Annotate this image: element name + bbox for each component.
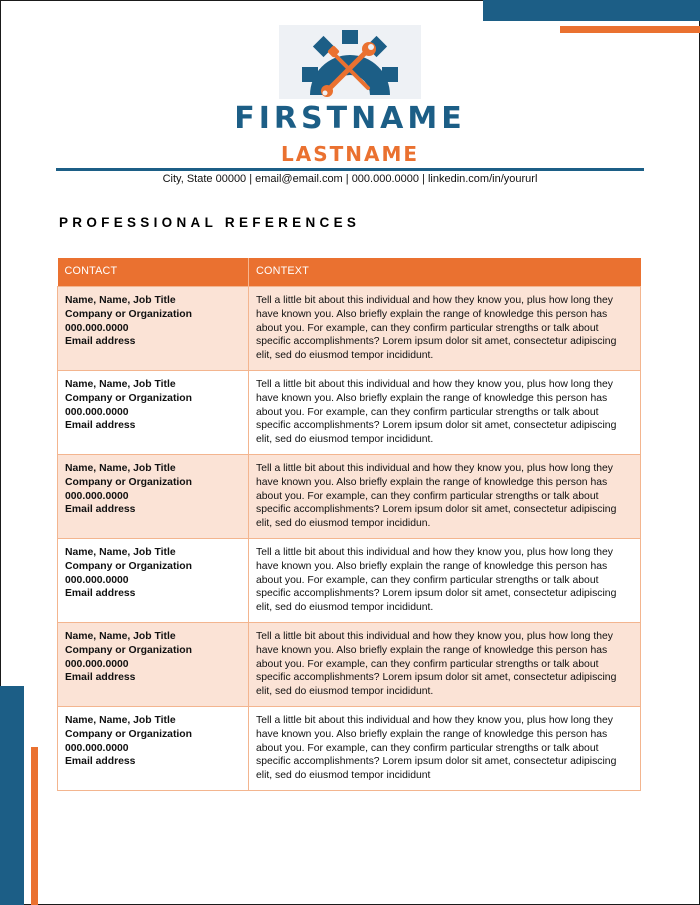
reference-phone: 000.000.0000 bbox=[65, 490, 129, 502]
reference-company: Company or Organization bbox=[65, 728, 193, 740]
reference-contact-cell bbox=[58, 539, 249, 623]
column-header-contact: CONTACT bbox=[58, 258, 249, 287]
reference-context-cell: Tell a little bit about this individual and how they know you, plus how long they have known you. Also briefly explain the range of knowledge this person has about you. For example, can they confirm particular strengths or talk about specific accomplishments? Lorem ipsum dolor sit amet, consectetur adipiscing elit, sed do eiusmod tempor incididunt. bbox=[249, 287, 641, 371]
reference-contact-cell bbox=[58, 371, 249, 455]
reference-context-cell: Tell a little bit about this individual and how they know you, plus how long they have known you. Also briefly explain the range of knowledge this person has about you. For example, can they confirm particular strengths or talk about specific accomplishments? Lorem ipsum dolor sit amet, consectetur adipiscing elit, sed do eiusmod tempor incididunt. bbox=[249, 539, 641, 623]
reference-name: Name, Name, Job Title bbox=[65, 463, 176, 474]
table-row bbox=[58, 707, 641, 791]
reference-company: Company or Organization bbox=[65, 308, 193, 320]
reference-email: Email address bbox=[65, 504, 136, 516]
reference-context-cell: Tell a little bit about this individual and how they know you, plus how long they have known you. Also briefly explain the range of knowledge this person has about you. For example, can they confirm particular strengths or talk about specific accomplishments? Lorem ipsum dolor sit amet, consectetur adipiscing elit, sed do eiusmod tempor incididun. bbox=[249, 455, 641, 539]
references-table bbox=[57, 258, 641, 791]
reference-email: Email address bbox=[65, 588, 136, 600]
reference-phone: 000.000.0000 bbox=[65, 406, 129, 418]
top-blue-accent-bar bbox=[483, 0, 700, 21]
gear-wrench-screwdriver-icon bbox=[279, 25, 421, 99]
reference-name: Name, Name, Job Title bbox=[65, 547, 176, 558]
reference-phone: 000.000.0000 bbox=[65, 658, 129, 670]
section-title: PROFESSIONAL REFERENCES bbox=[59, 215, 361, 230]
bottom-blue-accent-bar bbox=[0, 686, 24, 905]
reference-context-cell: Tell a little bit about this individual and how they know you, plus how long they have known you. Also briefly explain the range of knowledge this person has about you. For example, can they confirm particular strengths or talk about specific accomplishments? Lorem ipsum dolor sit amet, consectetur adipiscing elit, sed do eiusmod tempor incididunt. bbox=[249, 371, 641, 455]
column-header-context: CONTEXT bbox=[249, 258, 641, 287]
reference-name: Name, Name, Job Title bbox=[65, 715, 176, 726]
reference-name: Name, Name, Job Title bbox=[65, 295, 176, 306]
reference-email: Email address bbox=[65, 420, 136, 432]
reference-name: Name, Name, Job Title bbox=[65, 631, 176, 642]
table-row bbox=[58, 623, 641, 707]
reference-contact-cell bbox=[58, 623, 249, 707]
top-orange-accent-bar bbox=[560, 26, 700, 33]
table-row bbox=[58, 539, 641, 623]
table-header-row bbox=[58, 258, 641, 287]
reference-phone: 000.000.0000 bbox=[65, 742, 129, 754]
reference-email: Email address bbox=[65, 672, 136, 684]
reference-contact-cell bbox=[58, 287, 249, 371]
table-row bbox=[58, 287, 641, 371]
logo bbox=[279, 25, 421, 99]
reference-email: Email address bbox=[65, 336, 136, 348]
header-divider bbox=[56, 168, 644, 171]
reference-company: Company or Organization bbox=[65, 560, 193, 572]
reference-phone: 000.000.0000 bbox=[65, 322, 129, 334]
reference-phone: 000.000.0000 bbox=[65, 574, 129, 586]
first-name: FIRSTNAME bbox=[234, 101, 466, 136]
table-row bbox=[58, 371, 641, 455]
reference-name: Name, Name, Job Title bbox=[65, 379, 176, 390]
table-row bbox=[58, 455, 641, 539]
contact-info-line: City, State 00000 | email@email.com | 000.000.0000 | linkedin.com/in/yoururl bbox=[162, 173, 538, 185]
reference-contact-cell bbox=[58, 707, 249, 791]
last-name: LASTNAME bbox=[280, 142, 420, 166]
reference-email: Email address bbox=[65, 756, 136, 768]
reference-contact-cell bbox=[58, 455, 249, 539]
reference-company: Company or Organization bbox=[65, 644, 193, 656]
reference-context-cell: Tell a little bit about this individual and how they know you, plus how long they have known you. Also briefly explain the range of knowledge this person has about you. For example, can they confirm particular strengths or talk about specific accomplishments? Lorem ipsum dolor sit amet, consectetur adipiscing elit, sed do eiusmod tempor incididunt. bbox=[249, 623, 641, 707]
reference-context-cell: Tell a little bit about this individual and how they know you, plus how long they have known you. Also briefly explain the range of knowledge this person has about you. For example, can they confirm particular strengths or talk about specific accomplishments? Lorem ipsum dolor sit amet, consectetur adipiscing elit, sed do eiusmod tempor incididunt bbox=[249, 707, 641, 791]
bottom-orange-accent-bar bbox=[31, 747, 38, 905]
reference-company: Company or Organization bbox=[65, 392, 193, 404]
reference-company: Company or Organization bbox=[65, 476, 193, 488]
